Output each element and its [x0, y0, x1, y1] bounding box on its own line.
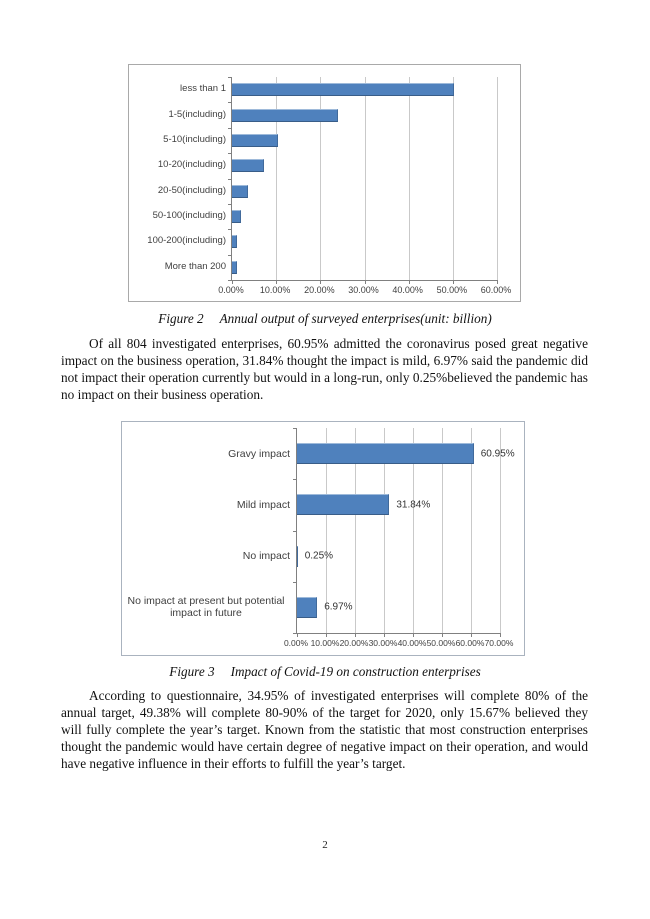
bar — [297, 494, 389, 515]
value-axis-tick — [500, 633, 501, 637]
value-axis-tick — [442, 633, 443, 637]
figure3-caption — [0, 664, 650, 680]
value-axis-tick — [232, 280, 233, 284]
category-axis-tick — [293, 582, 297, 583]
paragraph-impact-stats: Of all 804 investigated enterprises, 60.95% admitted the coronavirus posed great negative impact on the business operation, 31.84% thought the impact is mild, 6.97% said the pandemic did not impact their operation currently but would in a long-run, only 0.25%believed the pandemic has no impact on their business operation. — [61, 336, 588, 402]
plot-area — [296, 428, 515, 634]
plot-area — [231, 77, 497, 281]
gridline — [365, 77, 366, 280]
bar — [232, 235, 237, 248]
bar-value-label: 6.97% — [324, 601, 353, 613]
figure3-caption-label: Figure 3 — [169, 664, 215, 679]
value-axis-label: 50.00% — [436, 285, 468, 295]
figure2-caption-label: Figure 2 — [158, 311, 204, 326]
value-axis-label: 30.00% — [348, 285, 379, 295]
figure2-caption-text: Annual output of surveyed enterprises(unit: billion) — [219, 311, 492, 326]
value-axis-tick — [497, 280, 498, 284]
category-label: 5-10(including) — [163, 133, 226, 145]
bar — [232, 109, 338, 122]
value-axis-tick — [471, 633, 472, 637]
value-axis-label: 40.00% — [392, 285, 423, 295]
value-axis-tick — [320, 280, 321, 284]
paragraph-target-completion: According to questionnaire, 34.95% of investigated enterprises will complete 80% of the annual target, 49.38% will complete 80-90% of the target for 2020, only 15.67% believed they will fully complete the year’s target. Known from the statistic that most construction enterprises thought the pandemic would have certain degree of negative impact on their operation, and would have negative influence in their efforts to fulfill the year’s target. — [61, 688, 588, 771]
value-axis-tick — [297, 633, 298, 637]
value-axis-tick — [384, 633, 385, 637]
value-axis-tick — [276, 280, 277, 284]
value-axis-label: 50.00% — [426, 638, 456, 648]
category-label: No impact at present but potential impact in future — [127, 595, 285, 620]
category-axis-tick — [228, 204, 232, 205]
bar — [232, 83, 454, 96]
bar — [232, 134, 278, 147]
value-axis-label: 60.00% — [455, 638, 485, 648]
category-axis-tick — [228, 77, 232, 78]
value-axis-label: 20.00% — [304, 285, 335, 295]
gridline — [276, 77, 277, 280]
category-axis-tick — [293, 428, 297, 429]
value-axis-tick — [326, 633, 327, 637]
bar — [232, 261, 237, 274]
category-axis-tick — [228, 102, 232, 103]
value-axis-tick — [453, 280, 454, 284]
value-axis-label: 10.00% — [310, 638, 340, 648]
bar-value-label: 31.84% — [396, 499, 431, 511]
value-axis-label: 10.00% — [259, 285, 291, 295]
bar-value-label: 60.95% — [480, 448, 515, 460]
category-label: Gravy impact — [228, 447, 290, 460]
value-axis-label: 60.00% — [480, 285, 512, 295]
value-axis-label: 0.00% — [218, 285, 244, 295]
value-axis-label: 30.00% — [368, 638, 398, 648]
category-axis-tick — [228, 128, 232, 129]
gridline — [409, 77, 410, 280]
figure2-bar-chart — [128, 64, 521, 302]
value-axis-label: 70.00% — [484, 638, 514, 648]
value-axis-label: 0.00% — [283, 638, 309, 648]
category-axis-tick — [228, 179, 232, 180]
value-axis-labels — [283, 638, 514, 652]
value-axis-labels — [218, 285, 512, 299]
category-label: No impact — [242, 550, 290, 563]
figure3-bar-chart — [121, 421, 525, 656]
bar — [232, 210, 241, 223]
page-number: 2 — [322, 839, 328, 851]
category-axis-tick — [228, 153, 232, 154]
gridline — [497, 77, 498, 280]
bar — [297, 546, 298, 567]
bar — [297, 597, 317, 618]
bar — [232, 185, 248, 198]
category-label: Mild impact — [236, 498, 290, 511]
gridline — [320, 77, 321, 280]
value-axis-tick — [355, 633, 356, 637]
category-axis-labels — [122, 428, 290, 633]
value-axis-tick — [409, 280, 410, 284]
category-axis-tick — [228, 229, 232, 230]
category-label: 1-5(including) — [168, 108, 226, 120]
category-label: 50-100(including) — [152, 210, 226, 222]
gridline — [453, 77, 454, 280]
figure2-caption — [0, 311, 650, 327]
category-axis-tick — [293, 479, 297, 480]
bar — [232, 159, 264, 172]
bar-value-label: 0.25% — [304, 550, 334, 562]
value-axis-tick — [365, 280, 366, 284]
figure3-caption-text: Impact of Covid-19 on construction enterprises — [230, 664, 481, 679]
category-label: 10-20(including) — [157, 159, 226, 171]
category-axis-labels — [129, 77, 226, 280]
category-label: 100-200(including) — [147, 235, 226, 247]
value-axis-tick — [413, 633, 414, 637]
bar — [297, 443, 474, 464]
value-axis-label: 20.00% — [339, 638, 369, 648]
category-label: 20-50(including) — [157, 184, 226, 196]
category-axis-tick — [293, 531, 297, 532]
value-axis-label: 40.00% — [397, 638, 427, 648]
category-axis-tick — [228, 255, 232, 256]
category-label: More than 200 — [164, 260, 226, 272]
category-label: less than 1 — [180, 83, 226, 95]
